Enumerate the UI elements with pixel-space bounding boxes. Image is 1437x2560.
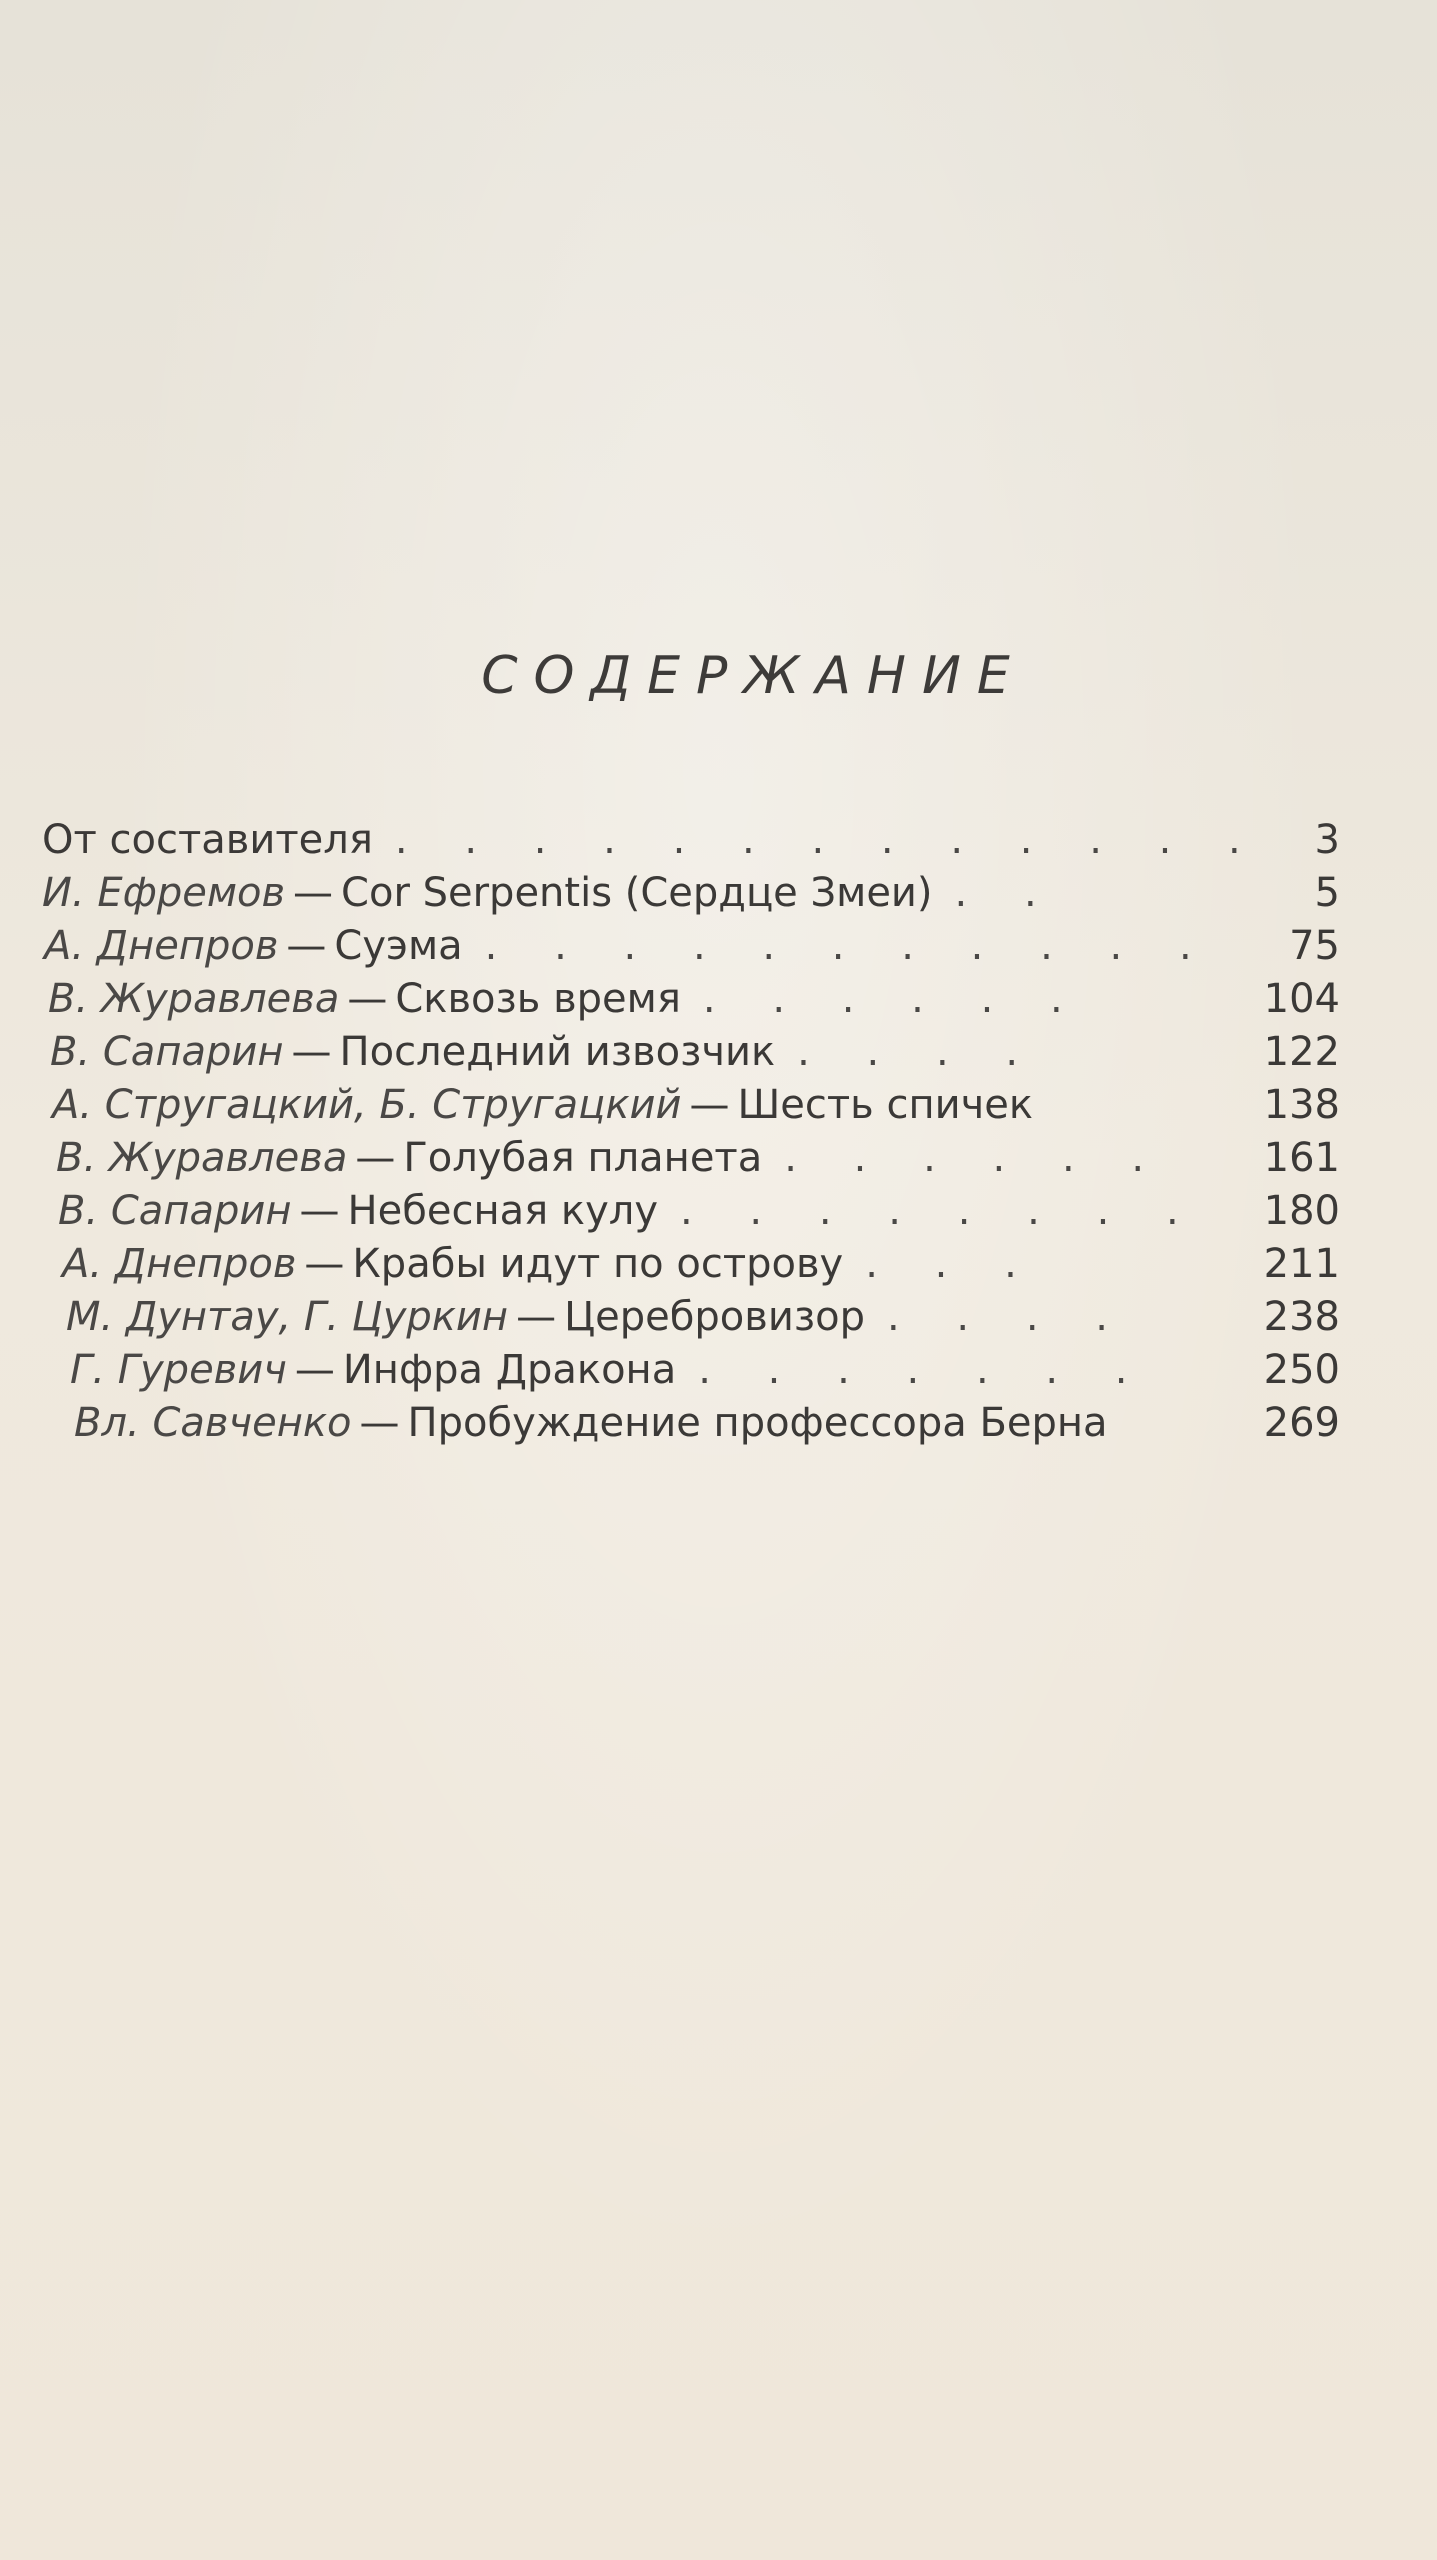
toc-entry (30, 1397, 1400, 1450)
toc-entry-leader-dots: . . . . (886, 1294, 1130, 1340)
toc-entry-page-number: 75 (1289, 923, 1340, 969)
toc-entry-author: В. Журавлева (48, 976, 340, 1022)
toc-entry-author: А. Стругацкий, Б. Стругацкий (52, 1082, 682, 1128)
toc-entry-page-number: 122 (1263, 1029, 1340, 1075)
toc-entry-title: Пробуждение профессора Берна (407, 1400, 1108, 1446)
toc-entry-author: В. Журавлева (56, 1135, 348, 1181)
toc-entry-leader-dots: . . . . . . . (698, 1347, 1150, 1393)
toc-entry-dash: — (516, 1294, 557, 1340)
toc-entry-title: Крабы идут по острову (352, 1241, 844, 1287)
toc-entry-dash: — (689, 1082, 730, 1128)
toc-entry-page-number: 211 (1263, 1241, 1340, 1287)
toc-entry-dash: — (299, 1188, 340, 1234)
toc-entry-dash: — (359, 1400, 400, 1446)
toc-entry-leader-dots: . . . . (797, 1029, 1041, 1075)
toc-entry (30, 1132, 1400, 1185)
toc-entry (30, 973, 1400, 1026)
toc-entry-title: Церебровизор (564, 1294, 865, 1340)
toc-entry-title: Последний извозчик (339, 1029, 776, 1075)
toc-entry-author: Г. Гуревич (70, 1347, 287, 1393)
toc-entry-dash: — (304, 1241, 345, 1287)
toc-entry (30, 1344, 1400, 1397)
toc-entry-author: В. Сапарин (50, 1029, 284, 1075)
toc-entry (30, 814, 1400, 867)
toc-entry-leader-dots: . . . . . . . . . . . . . (394, 817, 1263, 863)
toc-entry (30, 1079, 1400, 1132)
toc-entry-author: Вл. Савченко (74, 1400, 352, 1446)
toc-heading: СОДЕРЖАНИЕ (481, 646, 1026, 706)
toc-entry (30, 920, 1400, 973)
toc-entry (30, 1185, 1400, 1238)
toc-entry-dash: — (294, 1347, 335, 1393)
toc-entry (30, 1026, 1400, 1079)
toc-entry (30, 1291, 1400, 1344)
toc-entry-title: Инфра Дракона (342, 1347, 677, 1393)
toc-entry-dash: — (355, 1135, 396, 1181)
toc-entry-page-number: 138 (1263, 1082, 1340, 1128)
toc-entry-page-number: 5 (1314, 870, 1340, 916)
toc-entry-leader-dots: . . . . . . . . . . . (484, 923, 1214, 969)
toc-entry-author: В. Сапарин (58, 1188, 292, 1234)
toc-entry-page-number: 238 (1263, 1294, 1340, 1340)
toc-entry-author: А. Днепров (62, 1241, 297, 1287)
toc-entry-dash: — (347, 976, 388, 1022)
toc-entry-title: Голубая планета (403, 1135, 763, 1181)
toc-entry-leader-dots: . . . . . . . . (679, 1188, 1201, 1234)
toc-entry-page-number: 250 (1263, 1347, 1340, 1393)
toc-entry-title: Cor Serpentis (Сердце Змеи) (341, 870, 933, 916)
toc-entry (30, 1238, 1400, 1291)
toc-list (30, 814, 1400, 1450)
toc-entry-leader-dots: . . . . . . (702, 976, 1085, 1022)
toc-entry-leader-dots: . . . . . . (784, 1135, 1167, 1181)
toc-entry-page-number: 3 (1314, 817, 1340, 863)
toc-entry-title: Сквозь время (395, 976, 681, 1022)
toc-entry-title: От составителя (42, 817, 373, 863)
toc-entry-title: Шесть спичек (737, 1082, 1034, 1128)
toc-entry-dash: — (286, 923, 327, 969)
toc-entry (30, 867, 1400, 920)
toc-entry-leader-dots: . . (954, 870, 1059, 916)
toc-entry-page-number: 161 (1263, 1135, 1340, 1181)
toc-entry-author: М. Дунтау, Г. Цуркин (66, 1294, 509, 1340)
toc-entry-dash: — (293, 870, 334, 916)
toc-entry-page-number: 180 (1263, 1188, 1340, 1234)
toc-entry-page-number: 104 (1263, 976, 1340, 1022)
toc-entry-title: Небесная кулу (347, 1188, 658, 1234)
toc-entry-leader-dots: . . . (865, 1241, 1039, 1287)
toc-entry-title: Суэма (334, 923, 463, 969)
toc-entry-dash: — (291, 1029, 332, 1075)
toc-entry-page-number: 269 (1263, 1400, 1340, 1446)
toc-entry-author: А. Днепров (44, 923, 279, 969)
toc-entry-author: И. Ефремов (42, 870, 286, 916)
